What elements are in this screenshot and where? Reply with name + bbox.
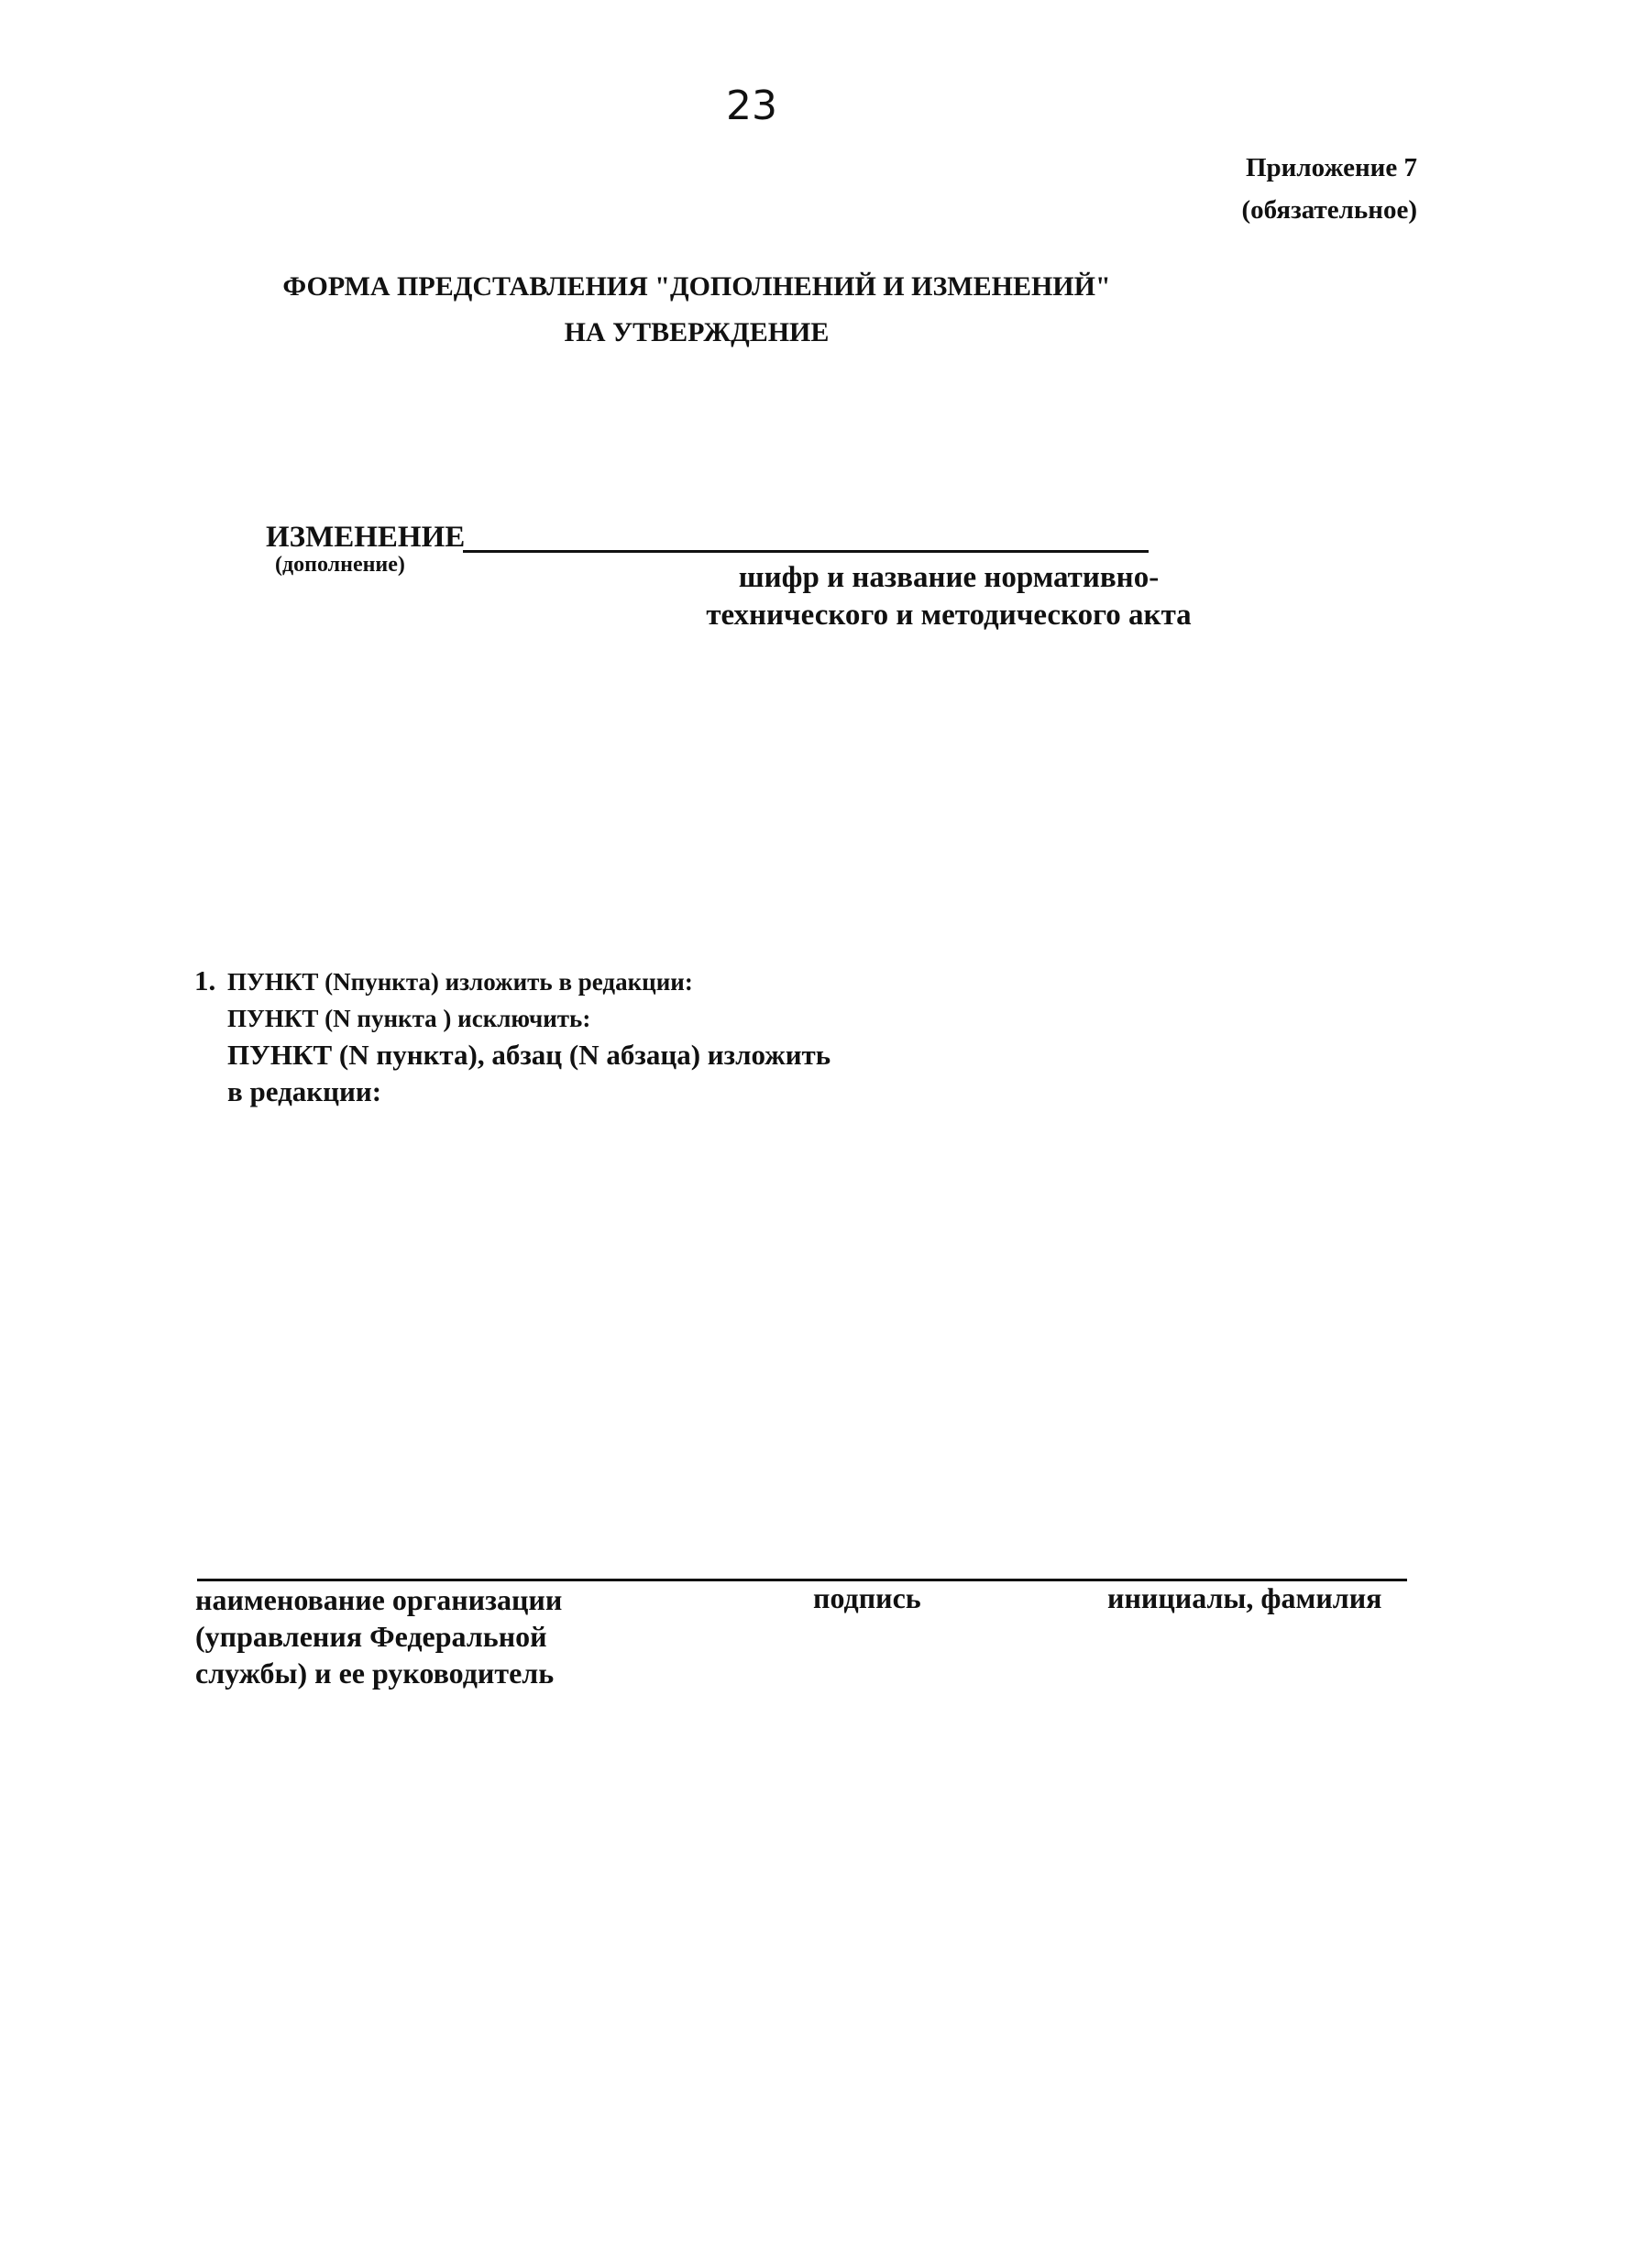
page-number: 23 xyxy=(726,83,777,129)
form-title-line-1: ФОРМА ПРЕДСТАВЛЕНИЯ "ДОПОЛНЕНИЙ И ИЗМЕНЕНИЙ" xyxy=(282,271,1111,302)
item-line-4: в редакции: xyxy=(227,1075,382,1107)
change-item xyxy=(194,963,830,1110)
item-number: 1. xyxy=(194,964,216,996)
appendix-block xyxy=(1242,147,1418,231)
change-label: ИЗМЕНЕНИЕ xyxy=(266,521,466,554)
item-line-2: ПУНКТ (N пункта ) исключить: xyxy=(227,1005,591,1032)
act-name-caption-line-2: технического и методического акта xyxy=(706,599,1192,632)
signature-caption: подпись xyxy=(813,1581,921,1614)
item-line-3: ПУНКТ (N пункта), абзац (N абзаца) изложить xyxy=(227,1039,831,1071)
form-title-line-2: НА УТВЕРЖДЕНИЕ xyxy=(564,317,830,347)
appendix-label: Приложение 7 xyxy=(1246,153,1417,182)
name-caption: инициалы, фамилия xyxy=(1107,1581,1382,1614)
act-name-fill-line xyxy=(463,550,1149,553)
act-name-caption xyxy=(692,559,1205,634)
organization-caption xyxy=(195,1581,562,1691)
organization-caption-line-3: службы) и ее руководитель xyxy=(195,1657,555,1690)
act-name-caption-line-1: шифр и название нормативно- xyxy=(738,561,1160,594)
appendix-status: (обязательное) xyxy=(1241,195,1417,225)
organization-caption-line-1: наименование организации xyxy=(195,1583,563,1616)
item-line-1: ПУНКТ (Nпункта) изложить в редакции: xyxy=(227,968,693,996)
form-title xyxy=(220,264,1173,356)
organization-caption-line-2: (управления Федеральной xyxy=(195,1620,547,1653)
change-sublabel: (дополнение) xyxy=(275,553,405,577)
